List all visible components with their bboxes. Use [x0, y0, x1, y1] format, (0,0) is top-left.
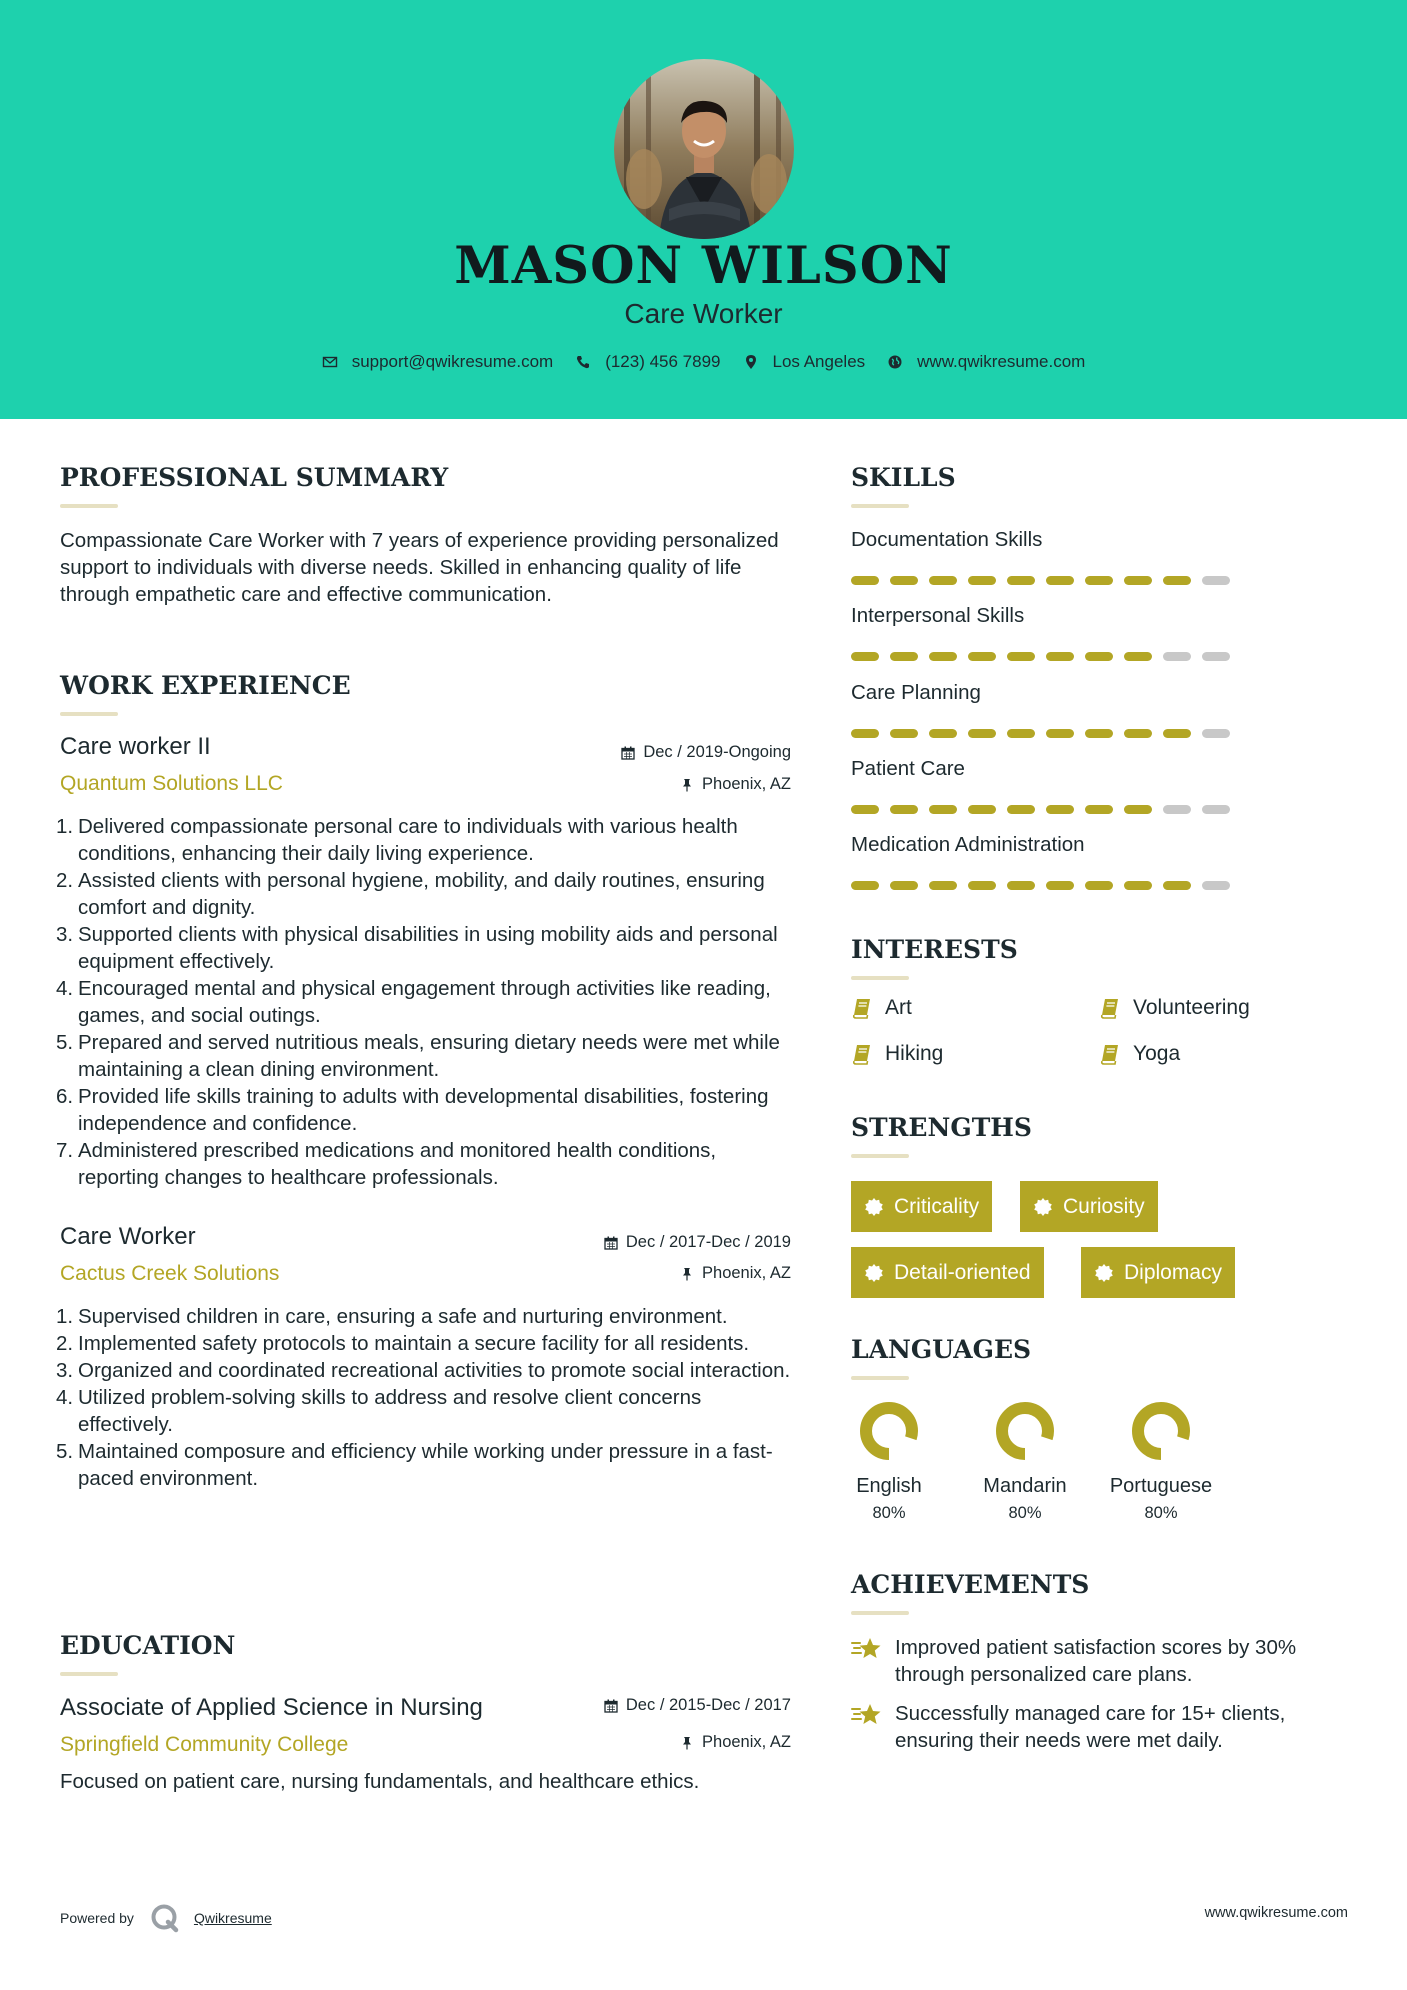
- language-progress-ring: [1131, 1401, 1191, 1461]
- skill-segment: [1163, 576, 1191, 585]
- skill-segment: [1163, 805, 1191, 814]
- skill-segment: [1124, 652, 1152, 661]
- map-pin-icon: [743, 354, 759, 370]
- education-location: [500, 1733, 791, 1752]
- contact-website[interactable]: [887, 352, 1085, 372]
- profile-photo-image: [614, 59, 794, 239]
- skill-segment: [851, 729, 879, 738]
- list-item: 2. Assisted clients with personal hygiene, mobility, and daily routines, ensuring comfort and dignity.: [56, 869, 765, 919]
- interest-label-1: Art: [885, 996, 912, 1019]
- skill-segment: [1046, 576, 1074, 585]
- job-title-2: Care Worker: [60, 1223, 196, 1250]
- list-item: 1. Delivered compassionate personal care to individuals with various health conditions, enhancing their daily living experience.: [56, 815, 738, 865]
- list-item: 5. Prepared and served nutritious meals, ensuring dietary needs were met while maintaining a clean dining environment.: [56, 1031, 780, 1081]
- calendar-icon: [621, 746, 635, 760]
- job-location-1: [500, 775, 791, 794]
- interest-item-4: [1099, 1042, 1180, 1066]
- language-progress-arc: [1002, 1408, 1048, 1454]
- language-percent-3: 80%: [1144, 1504, 1178, 1522]
- language-percent-1: 80%: [872, 1504, 906, 1522]
- job-date-2-text: Dec / 2017-Dec / 2019: [625, 1233, 791, 1251]
- list-item: 4. Encouraged mental and physical engagement through activities like reading, games, and social outings.: [56, 977, 771, 1027]
- interests-divider: [851, 976, 909, 980]
- job-date-2: [500, 1233, 791, 1252]
- list-item: 7. Administered prescribed medications and monitored health conditions, reporting changes to healthcare professionals.: [56, 1139, 717, 1189]
- degree-title: Associate of Applied Science in Nursing: [60, 1694, 483, 1721]
- list-item: 6. Provided life skills training to adults with developmental disabilities, fostering independence and confidence.: [56, 1085, 769, 1135]
- skill-segment: [968, 729, 996, 738]
- footer-powered-by: [60, 1903, 272, 1933]
- experience-heading: WORK EXPERIENCE: [60, 671, 351, 700]
- strength-badge-3: [851, 1247, 1044, 1298]
- skill-segment: [890, 652, 918, 661]
- language-item-2: [970, 1401, 1080, 1523]
- skill-segment: [851, 805, 879, 814]
- strength-label-3: Detail-oriented: [894, 1260, 1031, 1284]
- skill-segment: [851, 881, 879, 890]
- job-company-1: Quantum Solutions LLC: [60, 772, 283, 795]
- skill-bar-5: [851, 881, 1241, 890]
- skill-name-1: Documentation Skills: [851, 528, 1043, 551]
- achievement-item-1: [851, 1634, 1351, 1688]
- skill-segment: [929, 805, 957, 814]
- skill-segment: [929, 729, 957, 738]
- profile-photo: [614, 59, 794, 239]
- achievement-item-2: [851, 1700, 1351, 1754]
- contact-phone[interactable]: [575, 352, 720, 372]
- skill-segment: [1085, 729, 1113, 738]
- candidate-title: Care Worker: [624, 298, 783, 329]
- footer-url[interactable]: www.qwikresume.com: [1204, 1905, 1348, 1921]
- skill-segment: [1202, 729, 1230, 738]
- interest-item-1: [851, 996, 912, 1020]
- skill-segment: [1124, 881, 1152, 890]
- education-heading: EDUCATION: [60, 1631, 236, 1660]
- job-location-2: [500, 1264, 791, 1283]
- header-banner: [0, 0, 1407, 419]
- skill-segment: [1202, 881, 1230, 890]
- interest-label-2: Volunteering: [1133, 996, 1250, 1019]
- strength-label-1: Criticality: [894, 1194, 980, 1218]
- skills-heading: SKILLS: [851, 463, 956, 492]
- strength-badge-1: [851, 1181, 992, 1232]
- list-item: 3. Organized and coordinated recreational activities to promote social interaction.: [56, 1359, 791, 1382]
- list-item: 5. Maintained composure and efficiency while working under pressure in a fast-paced environment.: [56, 1440, 773, 1490]
- interests-heading: INTERESTS: [851, 935, 1018, 964]
- skill-segment: [1007, 576, 1035, 585]
- skill-segment: [890, 729, 918, 738]
- education-description: Focused on patient care, nursing fundamentals, and healthcare ethics.: [60, 1770, 700, 1793]
- language-item-1: [834, 1401, 944, 1523]
- skill-bar-2: [851, 652, 1241, 661]
- qwikresume-link[interactable]: Qwikresume: [193, 1910, 272, 1926]
- language-name-3: Portuguese: [1109, 1475, 1213, 1497]
- powered-by-text: Powered by: [60, 1910, 134, 1926]
- skill-segment: [968, 881, 996, 890]
- job-bullets-2: [58, 1303, 800, 1492]
- language-name-2: Mandarin: [983, 1475, 1067, 1497]
- skill-segment: [1202, 576, 1230, 585]
- list-item: 2. Implemented safety protocols to maintain a secure facility for all residents.: [56, 1332, 750, 1355]
- summary-divider: [60, 504, 118, 508]
- strength-label-2: Curiosity: [1063, 1194, 1145, 1218]
- pushpin-icon: [680, 1736, 694, 1750]
- language-progress-ring: [995, 1401, 1055, 1461]
- languages-divider: [851, 1376, 909, 1380]
- skill-segment: [1124, 729, 1152, 738]
- education-date: [500, 1696, 791, 1715]
- strength-badge-4: [1081, 1247, 1235, 1298]
- badge-seal-icon: [1033, 1197, 1053, 1217]
- skill-segment: [1085, 881, 1113, 890]
- skill-segment: [851, 576, 879, 585]
- achievement-text-1: Improved patient satisfaction scores by 30% through personalized care plans.: [895, 1636, 1297, 1686]
- education-divider: [60, 1672, 118, 1676]
- contact-email-text: support@qwikresume.com: [351, 352, 554, 371]
- strength-badge-2: [1020, 1181, 1158, 1232]
- job-company-2: Cactus Creek Solutions: [60, 1262, 280, 1285]
- job-location-2-text: Phoenix, AZ: [702, 1264, 791, 1282]
- achievements-heading: ACHIEVEMENTS: [851, 1570, 1090, 1599]
- list-item: 1. Supervised children in care, ensuring a safe and nurturing environment.: [56, 1305, 728, 1328]
- skill-segment: [1163, 652, 1191, 661]
- globe-icon: [887, 354, 903, 370]
- envelope-icon: [322, 354, 338, 370]
- summary-heading: PROFESSIONAL SUMMARY: [60, 463, 449, 492]
- summary-text: Compassionate Care Worker with 7 years of experience providing personalized support to individuals with diverse needs. Skilled in enhancing quality of life through empathetic care and effective communication.: [60, 529, 779, 606]
- skill-name-4: Patient Care: [851, 757, 965, 780]
- experience-divider: [60, 712, 118, 716]
- language-item-3: [1106, 1401, 1216, 1523]
- book-icon: [851, 1043, 873, 1065]
- education-date-text: Dec / 2015-Dec / 2017: [625, 1696, 791, 1714]
- education-location-text: Phoenix, AZ: [702, 1733, 791, 1751]
- interest-label-3: Hiking: [885, 1042, 944, 1065]
- skill-segment: [890, 805, 918, 814]
- contact-bar: [0, 352, 1407, 372]
- job-date-1-text: Dec / 2019-Ongoing: [643, 743, 791, 761]
- skill-segment: [968, 652, 996, 661]
- calendar-icon: [604, 1699, 618, 1713]
- contact-location: [743, 352, 866, 372]
- skill-name-5: Medication Administration: [851, 833, 1085, 856]
- skill-bar-3: [851, 729, 1241, 738]
- skill-segment: [1007, 805, 1035, 814]
- interest-label-4: Yoga: [1133, 1042, 1181, 1065]
- skills-divider: [851, 504, 909, 508]
- book-icon: [851, 997, 873, 1019]
- skill-name-2: Interpersonal Skills: [851, 604, 1025, 627]
- skill-segment: [1202, 805, 1230, 814]
- contact-email[interactable]: [322, 352, 554, 372]
- job-date-1: [500, 743, 791, 762]
- skill-segment: [1046, 881, 1074, 890]
- shooting-star-icon: [851, 1701, 883, 1729]
- skill-segment: [1163, 881, 1191, 890]
- language-name-1: English: [856, 1475, 922, 1497]
- book-icon: [1099, 1043, 1121, 1065]
- qwikresume-logo-icon: [150, 1903, 180, 1933]
- skill-segment: [929, 881, 957, 890]
- job-title-1: Care worker II: [60, 733, 211, 760]
- skill-segment: [1007, 652, 1035, 661]
- badge-seal-icon: [864, 1197, 884, 1217]
- contact-location-text: Los Angeles: [772, 352, 866, 371]
- achievement-text-2: Successfully managed care for 15+ clients, ensuring their needs were met daily.: [895, 1702, 1286, 1752]
- skill-segment: [968, 805, 996, 814]
- list-item: 3. Supported clients with physical disabilities in using mobility aids and personal equipment effectively.: [56, 923, 778, 973]
- skill-segment: [1085, 576, 1113, 585]
- candidate-name: MASON WILSON: [454, 236, 953, 296]
- badge-seal-icon: [864, 1263, 884, 1283]
- strengths-heading: STRENGTHS: [851, 1113, 1032, 1142]
- skill-segment: [890, 576, 918, 585]
- book-icon: [1099, 997, 1121, 1019]
- skill-segment: [1046, 729, 1074, 738]
- skill-name-3: Care Planning: [851, 681, 981, 704]
- calendar-icon: [604, 1236, 618, 1250]
- interest-item-3: [851, 1042, 943, 1066]
- skill-segment: [1124, 576, 1152, 585]
- interest-item-2: [1099, 996, 1250, 1020]
- skill-bar-4: [851, 805, 1241, 814]
- job-bullets-1: [58, 813, 800, 1191]
- skill-segment: [929, 652, 957, 661]
- pushpin-icon: [680, 1267, 694, 1281]
- skill-segment: [890, 881, 918, 890]
- language-progress-arc: [1138, 1408, 1184, 1454]
- skill-segment: [1085, 652, 1113, 661]
- badge-seal-icon: [1094, 1263, 1114, 1283]
- languages-heading: LANGUAGES: [851, 1335, 1032, 1364]
- achievements-divider: [851, 1611, 909, 1615]
- list-item: 4. Utilized problem-solving skills to address and resolve client concerns effectively.: [56, 1386, 702, 1436]
- skill-segment: [968, 576, 996, 585]
- language-percent-2: 80%: [1008, 1504, 1042, 1522]
- strength-label-4: Diplomacy: [1124, 1260, 1223, 1284]
- contact-website-text: www.qwikresume.com: [917, 352, 1086, 371]
- job-location-1-text: Phoenix, AZ: [702, 775, 791, 793]
- strengths-divider: [851, 1154, 909, 1158]
- school-name: Springfield Community College: [60, 1733, 349, 1756]
- skill-segment: [1007, 881, 1035, 890]
- skill-segment: [1046, 652, 1074, 661]
- language-progress-arc: [866, 1408, 912, 1454]
- skill-segment: [1007, 729, 1035, 738]
- skill-segment: [1202, 652, 1230, 661]
- language-progress-ring: [859, 1401, 919, 1461]
- contact-phone-text: (123) 456 7899: [605, 352, 721, 371]
- skill-segment: [929, 576, 957, 585]
- skill-bar-1: [851, 576, 1241, 585]
- phone-icon: [575, 354, 591, 370]
- skill-segment: [1046, 805, 1074, 814]
- skill-segment: [1085, 805, 1113, 814]
- skill-segment: [851, 652, 879, 661]
- pushpin-icon: [680, 778, 694, 792]
- skill-segment: [1124, 805, 1152, 814]
- shooting-star-icon: [851, 1635, 883, 1663]
- skill-segment: [1163, 729, 1191, 738]
